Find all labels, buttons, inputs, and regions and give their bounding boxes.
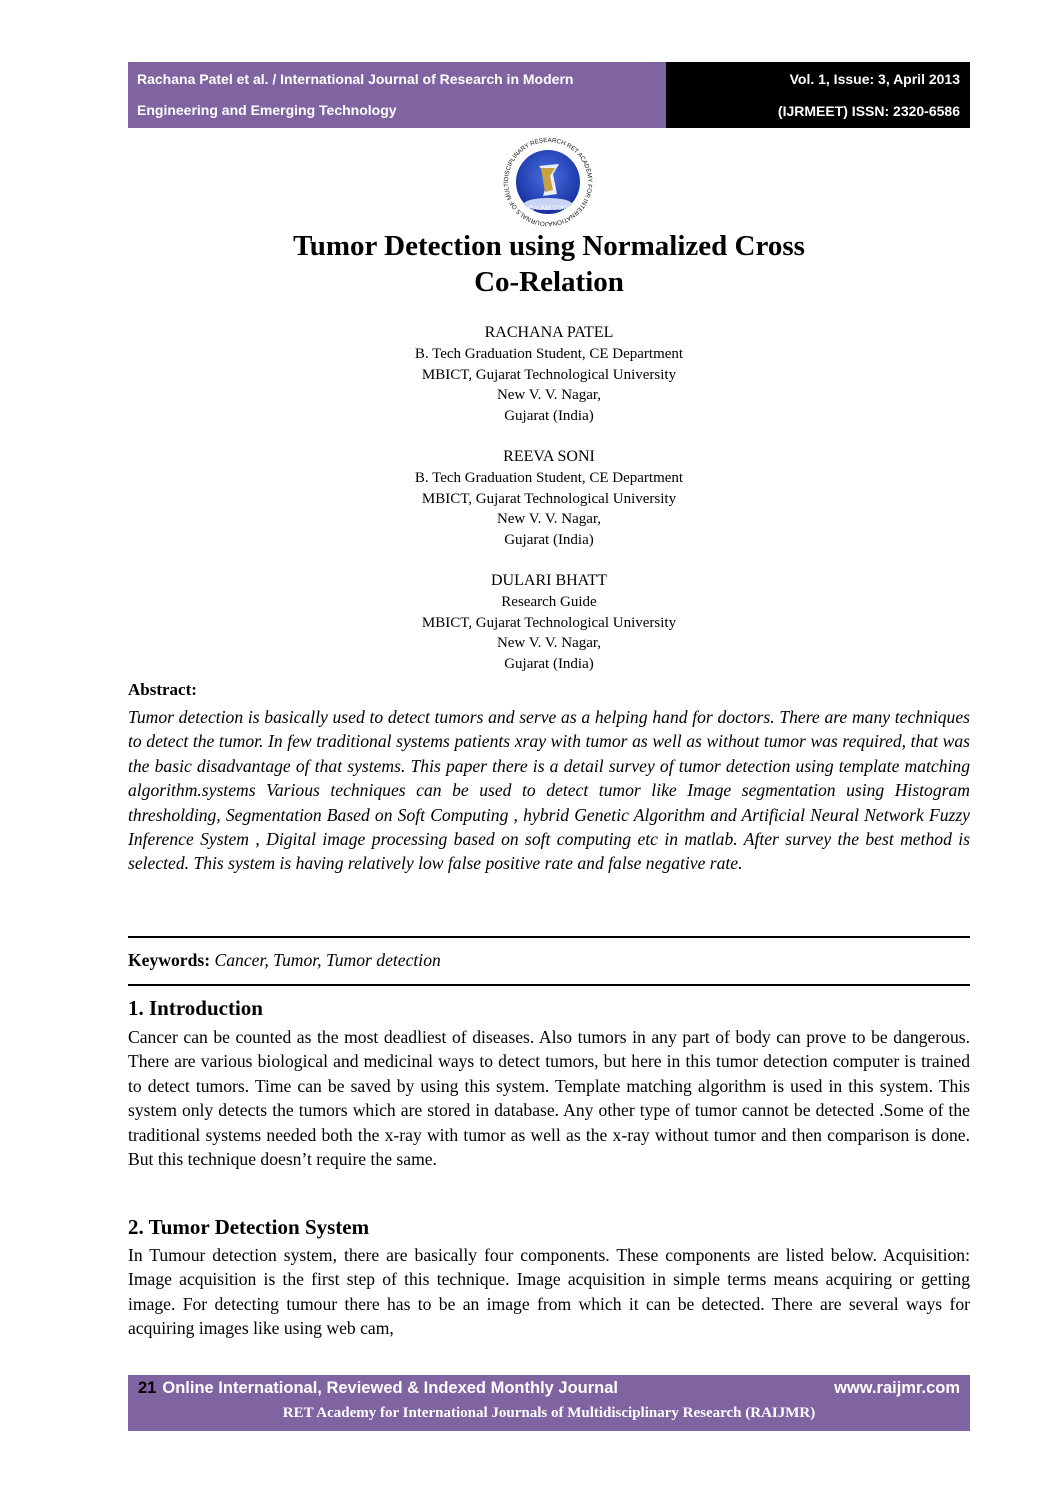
journal-logo <box>493 134 603 232</box>
author-affiliation: B. Tech Graduation Student, CE Department <box>414 470 684 486</box>
paper-title <box>128 228 970 300</box>
footer-top-row <box>138 1379 960 1398</box>
title-line1: Tumor Detection using Normalized Cross <box>293 230 805 262</box>
logo-ring-text: JOURNALS OF MULTIDISCIPLINARY RESEARCH RET ACADEMY FOR INTERNATIONA <box>503 136 594 228</box>
author-affiliation: New V. V. Nagar, <box>496 635 602 651</box>
footer-website: www.raijmr.com <box>834 1379 960 1397</box>
author-affiliation: B. Tech Graduation Student, CE Department <box>414 346 684 362</box>
author-affiliation: MBICT, Gujarat Technological University <box>421 366 677 383</box>
page-number: 21 <box>138 1379 157 1397</box>
keywords-label: Keywords: <box>128 950 211 970</box>
footer-publisher: RET Academy for International Journals of Multidisciplinary Research (RAIJMR) <box>282 1405 816 1421</box>
author-block <box>128 446 970 550</box>
header-citation <box>128 62 666 128</box>
author-affiliation: MBICT, Gujarat Technological University <box>421 614 677 631</box>
author-affiliation: Gujarat (India) <box>504 531 594 548</box>
section-text: Cancer can be counted as the most deadliest of diseases. Also tumors in any part of body can prove to be dangerous. There are various biological and medicinal ways to detect tumors, but here in this tumor detection computer is trained to detect tumors. Time can be saved by using this system. Template matching algorithm is used in this system. This system only detects the tumors which are stored in database. Any other type of tumor cannot be detected .Some of the traditional systems needed both the x-ray with tumor as well as the x-ray without tumor and then comparison is done. But this technique doesn’t require the same. <box>128 1027 970 1170</box>
header-issn: (IJRMEET) ISSN: 2320-6586 <box>777 103 960 119</box>
divider <box>128 936 970 938</box>
abstract-heading: Abstract: <box>128 680 197 699</box>
footer-journal-line: Online International, Reviewed & Indexed Monthly Journal <box>162 1379 619 1397</box>
header-citation-line1: Rachana Patel et al. / International Journal of Research in Modern <box>137 71 574 87</box>
keywords <box>128 950 441 971</box>
author-affiliation: Gujarat (India) <box>504 407 594 424</box>
section-heading: 1. Introduction <box>128 996 263 1020</box>
author-list <box>128 322 970 694</box>
author-affiliation: Research Guide <box>501 594 597 610</box>
logo-center-text: RAIJMR.COM <box>529 206 567 212</box>
author-block <box>128 322 970 426</box>
author-block <box>128 570 970 674</box>
footer-journal-info <box>138 1379 618 1398</box>
author-name: REEVA SONI <box>503 448 595 465</box>
author-name: DULARI BHATT <box>491 572 607 589</box>
section-heading: 2. Tumor Detection System <box>128 1215 370 1239</box>
divider <box>128 984 970 986</box>
header-issue-info <box>666 62 970 128</box>
page-footer <box>128 1375 970 1431</box>
author-name: RACHANA PATEL <box>484 324 614 341</box>
running-header <box>128 62 970 128</box>
keywords-value: Cancer, Tumor, Tumor detection <box>214 950 441 970</box>
title-line2: Co-Relation <box>474 266 624 298</box>
header-volume: Vol. 1, Issue: 3, April 2013 <box>789 71 960 87</box>
section-text: In Tumour detection system, there are basically four components. These components are listed below. Acquisition: Image acquisition is the first step of this technique. Image acquisition in simple terms means acquiring or getting image. For detecting tumour there has to be an image from which it can be detected. There are several ways for acquiring images like using web cam, <box>128 1245 970 1339</box>
author-affiliation: New V. V. Nagar, <box>496 511 602 527</box>
author-affiliation: MBICT, Gujarat Technological University <box>421 490 677 507</box>
abstract-text: Tumor detection is basically used to detect tumors and serve as a helping hand for doctors. There are many techniques to detect the tumor. In few traditional systems patients xray with tumor as well as without tumor was required, that was the basic disadvantage of that systems. This paper there is a detail survey of tumor detection using template matching algorithm.systems Various techniques can be used to detect tumor like Image segmentation using Histogram thresholding, Segmentation Based on Soft Computing , hybrid Genetic Algorithm and Artificial Neural Network Fuzzy Inference System , Digital image processing based on soft computing etc in matlab. After survey the best method is selected. This system is having relatively low false positive rate and false negative rate. <box>128 707 970 874</box>
author-affiliation: New V. V. Nagar, <box>496 387 602 403</box>
header-citation-line2: Engineering and Emerging Technology <box>137 102 397 118</box>
author-affiliation: Gujarat (India) <box>504 655 594 672</box>
